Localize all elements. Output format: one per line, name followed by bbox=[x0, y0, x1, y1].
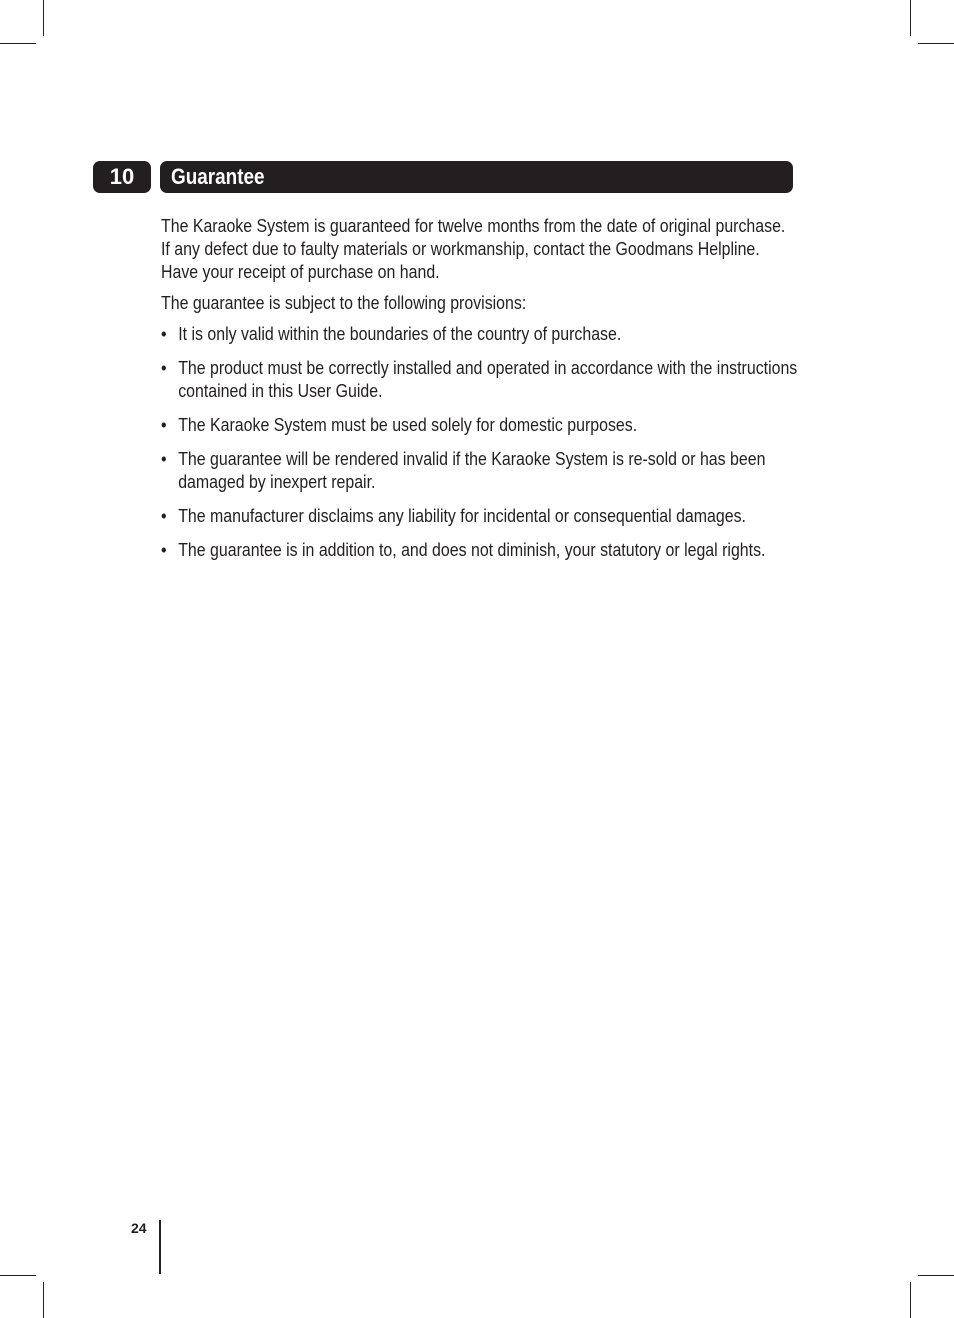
provision-text: The guarantee will be rendered invalid if the Karaoke System is re-sold or has been damaged by inexpert repair. bbox=[178, 448, 766, 492]
crop-mark-bottom-right-horizontal bbox=[918, 1275, 954, 1276]
bullet-icon: • bbox=[161, 357, 167, 378]
bullet-icon: • bbox=[161, 539, 167, 560]
bullet-icon: • bbox=[161, 323, 167, 344]
crop-mark-bottom-left-vertical bbox=[43, 1282, 44, 1318]
bullet-icon: • bbox=[161, 448, 167, 469]
list-item bbox=[161, 413, 797, 436]
provision-text: It is only valid within the boundaries of the country of purchase. bbox=[178, 323, 622, 344]
list-item bbox=[161, 538, 797, 561]
section-title-bar bbox=[160, 161, 793, 193]
guarantee-content bbox=[161, 214, 797, 572]
list-item bbox=[161, 322, 797, 345]
provision-text: The product must be correctly installed and operated in accordance with the instructions contained in this User Guide. bbox=[178, 357, 798, 401]
provision-text: The Karaoke System must be used solely for domestic purposes. bbox=[178, 414, 638, 435]
crop-mark-top-left-horizontal bbox=[0, 43, 36, 44]
page-number-rule bbox=[159, 1220, 161, 1274]
section-title: Guarantee bbox=[171, 164, 265, 189]
page-number: 24 bbox=[131, 1220, 147, 1236]
intro-paragraph: The Karaoke System is guaranteed for twelve months from the date of original purchase. If any defect due to faulty materials or workmanship, contact the Goodmans Helpline. Have your receipt of purchase on hand. bbox=[161, 215, 786, 282]
list-item bbox=[161, 504, 797, 527]
crop-mark-bottom-left-horizontal bbox=[0, 1275, 36, 1276]
bullet-icon: • bbox=[161, 505, 167, 526]
bullet-icon: • bbox=[161, 414, 167, 435]
crop-mark-top-right-horizontal bbox=[918, 43, 954, 44]
provision-text: The manufacturer disclaims any liability for incidental or consequential damages. bbox=[178, 505, 746, 526]
provision-text: The guarantee is in addition to, and does not diminish, your statutory or legal rights. bbox=[178, 539, 766, 560]
list-item bbox=[161, 356, 797, 402]
provisions-intro: The guarantee is subject to the following provisions: bbox=[161, 292, 527, 313]
section-number: 10 bbox=[93, 161, 151, 193]
crop-mark-top-left-vertical bbox=[43, 0, 44, 36]
provisions-list bbox=[161, 322, 797, 561]
list-item bbox=[161, 447, 797, 493]
crop-mark-bottom-right-vertical bbox=[910, 1282, 911, 1318]
crop-mark-top-right-vertical bbox=[910, 0, 911, 36]
